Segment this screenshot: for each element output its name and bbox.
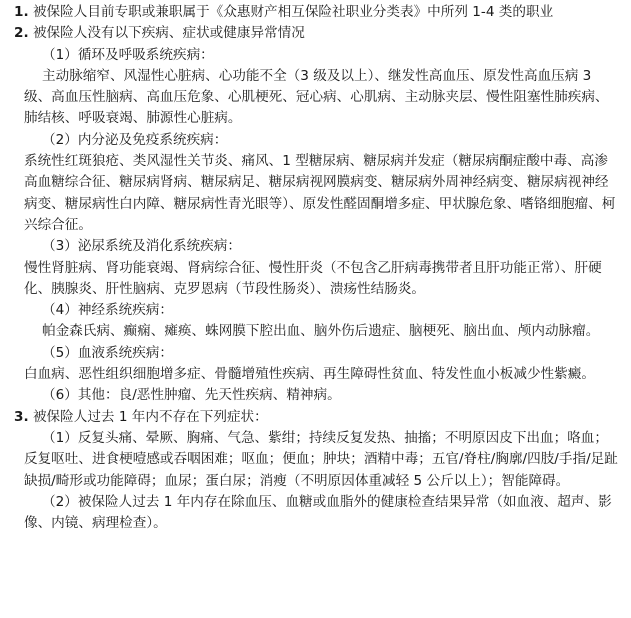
item-1-number: 1. <box>14 4 29 20</box>
item-2-text: 被保险人没有以下疾病、症状或健康异常情况 <box>32 25 305 42</box>
item-3-subitem-1: （1）反复头痛、晕厥、胸痛、气急、紫绀；持续反复发热、抽搐；不明原因皮下出血；咯血；反复呕吐、进食梗噎感或吞咽困难；呕血；便血；肿块；酒精中毒；五官/脊柱/胸廓/四肢/手指/足趾缺损/畸形或功能障碍；血尿；蛋白尿；消瘦（不明原因体重减轻 5 公斤以上）；智能障碍。 <box>24 429 618 489</box>
item-1 <box>14 2 619 23</box>
item-3-number: 3. <box>14 408 29 425</box>
item-2 <box>14 23 619 44</box>
section-3-body: 慢性肾脏病、肾功能衰竭、肾病综合征、慢性肝炎（不包含乙肝病毒携带者且肝功能正常）、肝硬化、胰腺炎、肝性脑病、克罗恩病（节段性肠炎）、溃疡性结肠炎。 <box>24 259 602 297</box>
section-3-heading: （3）泌尿系统及消化系统疾病： <box>42 238 241 255</box>
item-2-number: 2. <box>14 25 29 42</box>
section-2-body: 系统性红斑狼疮、类风湿性关节炎、痛风、1 型糖尿病、糖尿病并发症（糖尿病酮症酸中毒、高渗高血糖综合征、糖尿病肾病、糖尿病足、糖尿病视网膜病变、糖尿病外周神经病变、糖尿病视神经病变、糖尿病性白内障、糖尿病性青光眼等）、原发性醛固酮增多症、甲状腺危象、嗜铬细胞瘤、柯兴综合征。 <box>24 153 616 233</box>
item-3-subitem-2: （2）被保险人过去 1 年内存在除血压、血糖或血脂外的健康检查结果异常（如血液、超声、影像、内镜、病理检查）。 <box>24 493 612 532</box>
section-5-body: 白血病、恶性组织细胞增多症、骨髓增殖性疾病、再生障碍性贫血、特发性血小板减少性紫癜。 <box>24 366 595 383</box>
section-4-body: 帕金森氏病、癫痫、瘫痪、蛛网膜下腔出血、脑外伤后遗症、脑梗死、脑出血、颅内动脉瘤。 <box>42 323 600 340</box>
section-4-heading: （4）神经系统疾病： <box>42 302 173 319</box>
item-3-text: 被保险人过去 1 年内不存在下列症状： <box>32 408 268 425</box>
section-1-body: 主动脉缩窄、风湿性心脏病、心功能不全（3 级及以上）、继发性高血压、原发性高血压病 3 级、高血压性脑病、高血压危象、心肌梗死、冠心病、心肌病、主动脉夹层、慢性阻塞性肺疾病、肺结核、呼吸衰竭、肺源性心脏病。 <box>24 67 609 127</box>
item-3 <box>14 407 619 428</box>
item-1-text: 被保险人目前专职或兼职属于《众惠财产相互保险社职业分类表》中所列 1-4 类的职业 <box>32 4 554 20</box>
section-2-heading: （2）内分泌及免疫系统疾病： <box>42 131 228 148</box>
section-6-text: （6）其他：良/恶性肿瘤、先天性疾病、精神病。 <box>42 387 341 404</box>
section-1-heading: （1）循环及呼吸系统疾病： <box>42 46 214 63</box>
section-5-heading: （5）血液系统疾病： <box>42 344 173 361</box>
